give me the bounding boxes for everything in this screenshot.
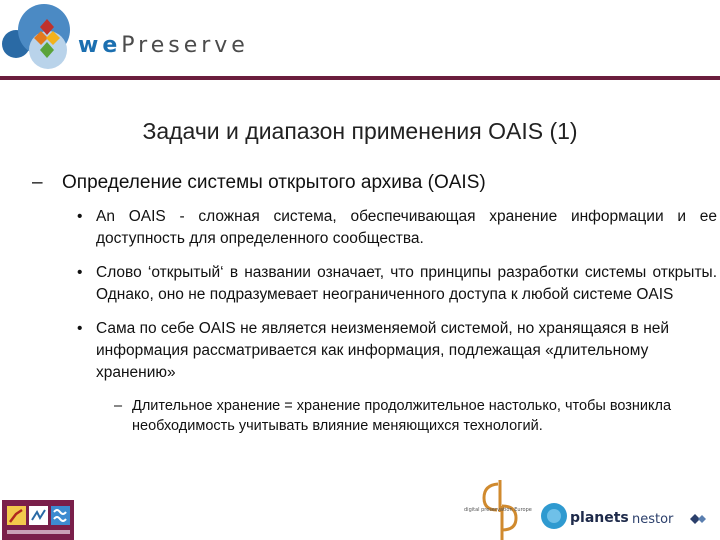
planets-label: planets xyxy=(570,510,629,526)
dp-caption: digital preservation Europe xyxy=(464,507,532,513)
sub-point-text: Длительное хранение = хранение продолжительное настолько, чтобы возникла необходимость учитывать влияние меняющихся технологий. xyxy=(132,398,672,434)
bullet-item xyxy=(32,262,717,306)
partner-logo-icon xyxy=(2,500,74,540)
brand-prefix: we xyxy=(78,33,122,58)
bullet-text: Сама по себе OAIS не является неизменяемой системой, но хранящаяся в ней информация рассматривается как информация, подлежащая «длительному хранению» xyxy=(96,320,670,381)
brand-name xyxy=(78,33,249,58)
dash-marker: – xyxy=(32,172,43,193)
header-divider xyxy=(0,76,720,80)
bullet-item xyxy=(32,206,717,250)
bullet-text: An OAIS - сложная система, обеспечивающая хранение информации и ее доступность для определенного сообщества. xyxy=(96,208,717,247)
main-point xyxy=(32,170,717,196)
bullet-marker: • xyxy=(77,264,83,281)
planets-logo-icon xyxy=(540,496,630,536)
brand-suffix: Preserve xyxy=(121,33,249,58)
bullet-marker: • xyxy=(77,208,83,225)
slide-content xyxy=(32,170,717,436)
bullet-marker: • xyxy=(77,320,83,337)
sub-point xyxy=(32,396,692,436)
bullet-text: Слово ‘открытый‘ в названии означает, что принципы разработки системы открыты. Однако, оно не подразумевает неограниченного доступа к любой системе OAIS xyxy=(96,264,717,303)
bullet-item xyxy=(32,318,717,384)
main-point-text: Определение системы открытого архива (OAIS) xyxy=(62,172,486,193)
dash-marker: – xyxy=(114,398,123,414)
nestor-label: nestor xyxy=(632,512,674,527)
digital-preservation-europe-logo-icon xyxy=(462,478,540,540)
nestor-logo-icon xyxy=(632,506,718,532)
slide-title: Задачи и диапазон применения OAIS (1) xyxy=(142,118,578,144)
